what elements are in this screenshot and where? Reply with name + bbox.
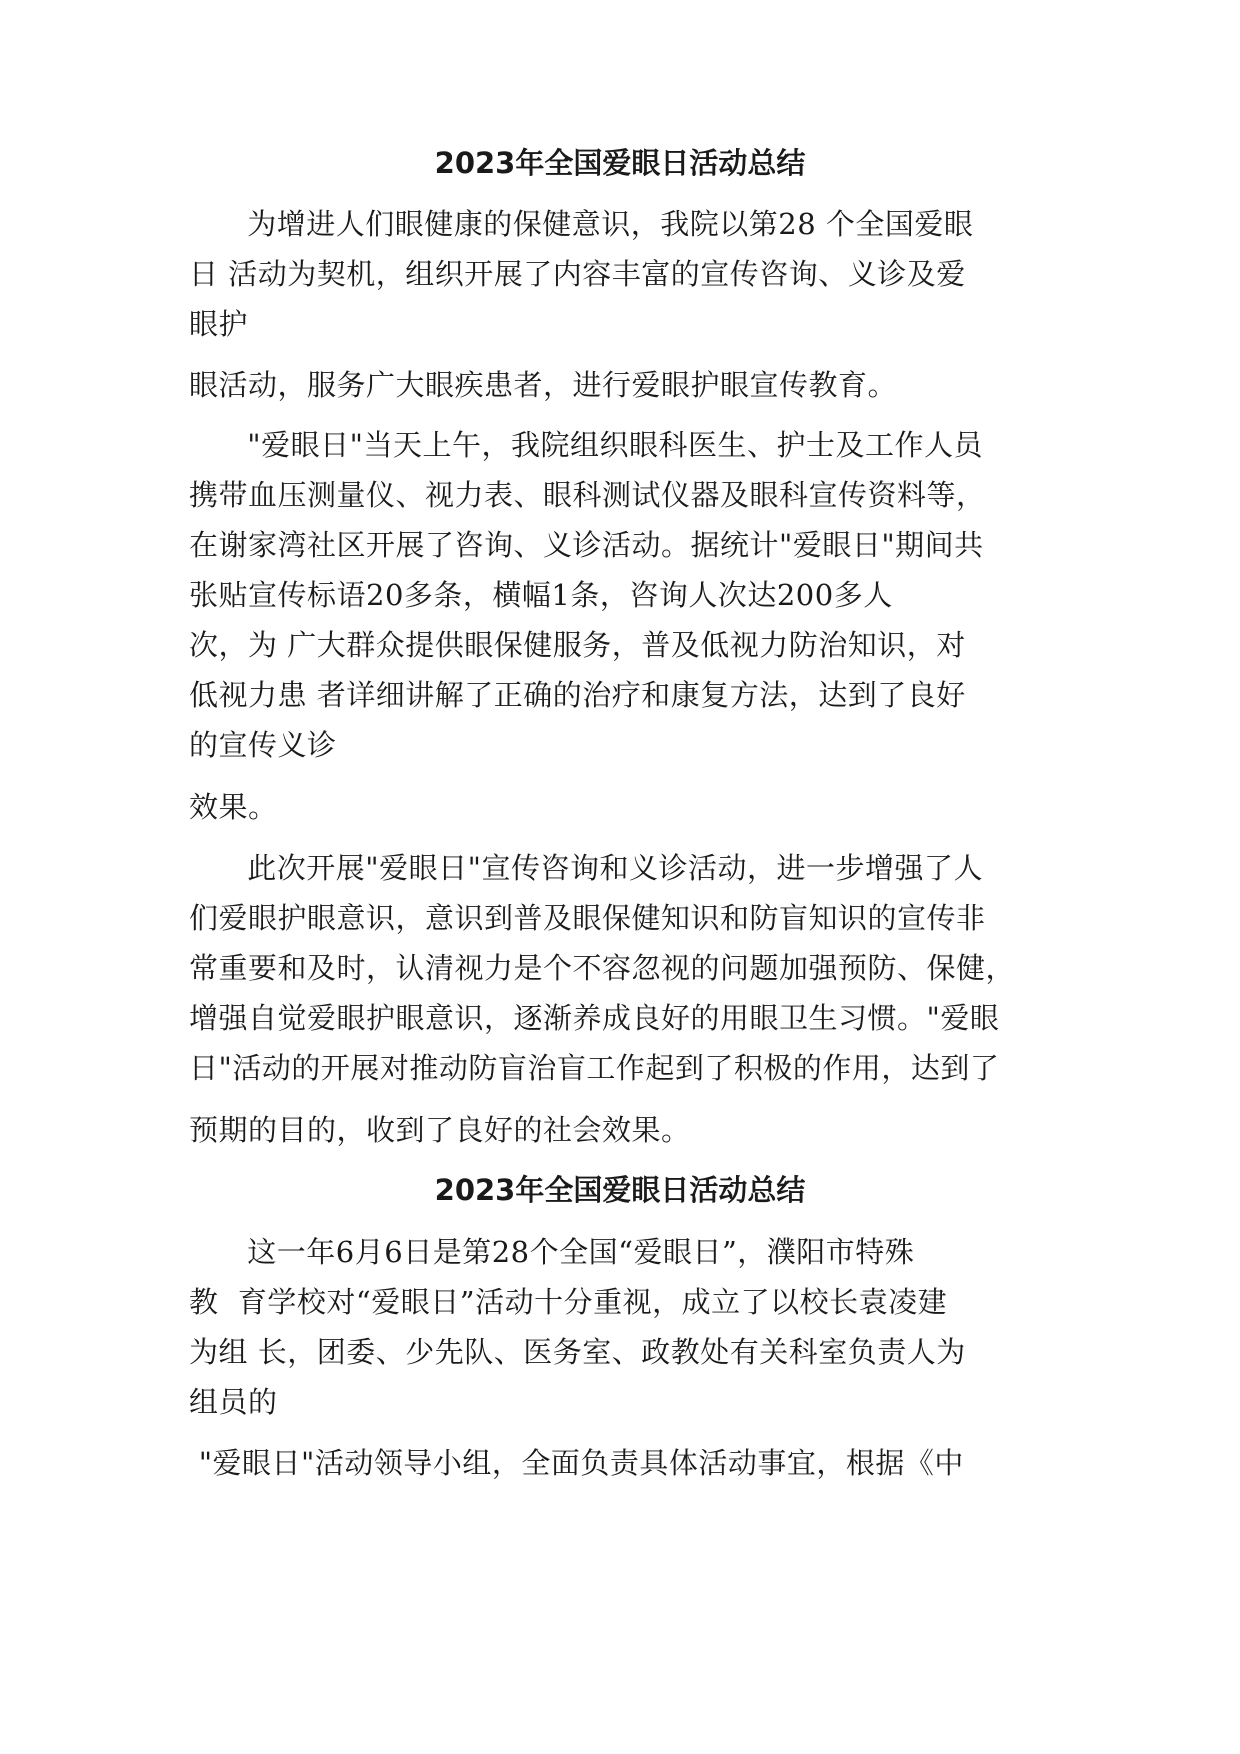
body-line: 此次开展"爱眼日"宣传咨询和义诊活动，进一步增强了人 (189, 851, 983, 885)
body-line: 组员的 (189, 1385, 278, 1419)
body-line: 们爱眼护眼意识，意识到普及眼保健知识和防盲知识的宣传非 (189, 901, 986, 935)
body-line: 这一年6月6日是第28个全国“爱眼日”，濮阳市特殊 (189, 1235, 915, 1269)
body-line: 为增进人们眼健康的保健意识，我院以第28 个全国爱眼 (189, 207, 974, 241)
body-line: "爱眼日"当天上午，我院组织眼科医生、护士及工作人员 (189, 428, 983, 462)
body-line: 常重要和及时，认清视力是个不容忽视的问题加强预防、保健， (189, 951, 1016, 985)
body-line: 教 育学校对“爱眼日”活动十分重视，成立了以校长袁凌建 (189, 1285, 948, 1319)
body-line: 的宣传义诊 (189, 728, 337, 762)
body-line: 低视力患 者详细讲解了正确的治疗和康复方法，达到了良好 (189, 678, 966, 712)
body-line: 眼活动，服务广大眼疾患者，进行爱眼护眼宣传教育。 (189, 368, 898, 402)
body-line: 在谢家湾社区开展了咨询、义诊活动。据统计"爱眼日"期间共 (189, 528, 984, 562)
body-line: 日"活动的开展对推动防盲治盲工作起到了积极的作用，达到了 (189, 1051, 1000, 1085)
body-line: 效果。 (189, 790, 278, 824)
body-line: 次，为 广大群众提供眼保健服务，普及低视力防治知识，对 (189, 628, 966, 662)
section-1-title: 2023年全国爱眼日活动总结 (434, 146, 806, 180)
body-line: 预期的目的，收到了良好的社会效果。 (189, 1113, 691, 1147)
body-line: 眼护 (189, 307, 249, 341)
body-line: 携带血压测量仪、视力表、眼科测试仪器及眼科宣传资料等， (189, 478, 986, 512)
body-line: "爱眼日"活动领导小组，全面负责具体活动事宜，根据《中 (189, 1446, 964, 1480)
body-line: 增强自觉爱眼护眼意识，逐渐养成良好的用眼卫生习惯。"爱眼 (189, 1001, 1000, 1035)
body-line: 张贴宣传标语20多条，横幅1条，咨询人次达200多人 (189, 578, 893, 612)
body-line: 日 活动为契机，组织开展了内容丰富的宣传咨询、义诊及爱 (189, 257, 966, 291)
section-2-title: 2023年全国爱眼日活动总结 (434, 1173, 806, 1207)
body-line: 为组 长，团委、少先队、医务室、政教处有关科室负责人为 (189, 1335, 966, 1369)
